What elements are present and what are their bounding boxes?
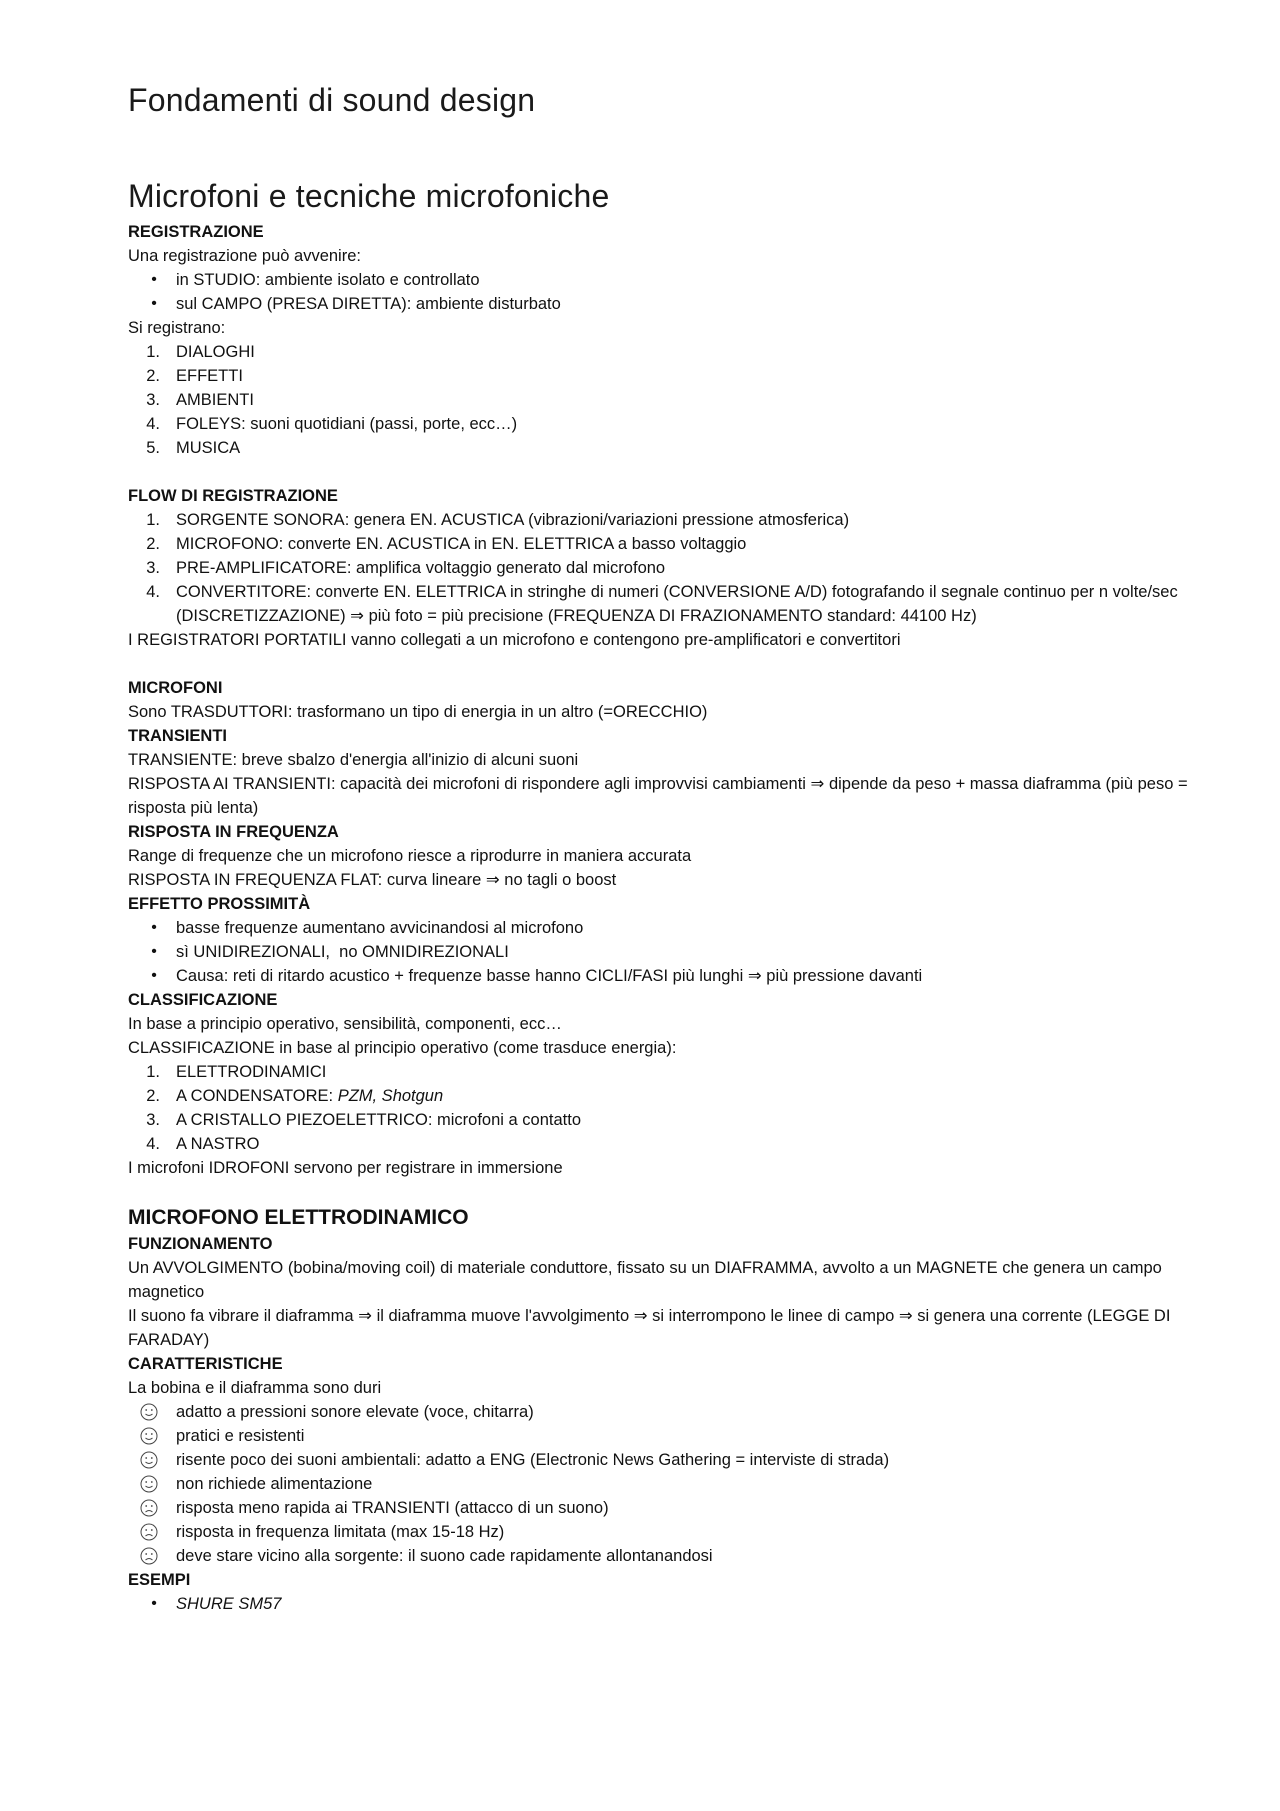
bullet-marker: • [151, 943, 157, 960]
list-item-text: MICROFONO: converte EN. ACUSTICA in EN. ELETTRICA a basso voltaggio [176, 535, 747, 553]
list-item-text: sul CAMPO (PRESA DIRETTA): ambiente disturbato [176, 295, 561, 313]
number-marker: 4. [146, 1135, 160, 1153]
pro-item [128, 1448, 1188, 1472]
paragraph: Range di frequenze che un microfono riesce a riprodurre in maniera accurata [128, 847, 692, 865]
list-item [128, 436, 1188, 460]
paragraph: Una registrazione può avvenire: [128, 247, 361, 265]
list-item [128, 1084, 1188, 1108]
heading-flow: FLOW DI REGISTRAZIONE [128, 487, 338, 505]
list-item [128, 508, 1188, 532]
frown-icon [140, 1499, 158, 1517]
number-marker: 1. [146, 1063, 160, 1081]
list-item-text: non richiede alimentazione [176, 1475, 373, 1493]
bullet-marker: • [151, 919, 157, 936]
spacer [128, 460, 1188, 484]
list-item-text: pratici e resistenti [176, 1427, 305, 1445]
smiley-icon [140, 1475, 158, 1493]
con-item [128, 1496, 1188, 1520]
list-item-text: risposta meno rapida ai TRANSIENTI (attacco di un suono) [176, 1499, 609, 1517]
list-item-italic-text: PZM, Shotgun [337, 1087, 444, 1105]
heading-registrazione: REGISTRAZIONE [128, 223, 264, 241]
list-item-text: CONVERTITORE: converte EN. ELETTRICA in stringhe di numeri (CONVERSIONE A/D) fotografando il segnale continuo per n volte/sec (DISCRETIZZAZIONE) ⇒ più foto = più precisione (FREQUENZA DI FRAZIONAMENTO standard: 44100 Hz) [176, 583, 1178, 625]
list-item [128, 556, 1188, 580]
paragraph: RISPOSTA AI TRANSIENTI: capacità dei microfoni di rispondere agli improvvisi cambiamenti ⇒ dipende da peso + massa diaframma (più peso = risposta più lenta) [128, 775, 1188, 817]
pros-cons-list [128, 1400, 1188, 1568]
list-item-text: ELETTRODINAMICI [176, 1063, 327, 1081]
list-item-text: sì UNIDIREZIONALI, no OMNIDIREZIONALI [176, 943, 509, 961]
paragraph: Si registrano: [128, 319, 226, 337]
frown-icon [140, 1523, 158, 1541]
heading-microfoni: MICROFONI [128, 679, 223, 697]
list-item-text: A CONDENSATORE: [176, 1087, 338, 1105]
list-item [128, 340, 1188, 364]
bullet-list [128, 916, 1188, 988]
paragraph: Un AVVOLGIMENTO (bobina/moving coil) di materiale conduttore, fissato su un DIAFRAMMA, avvolto a un MAGNETE che genera un campo magnetico [128, 1259, 1162, 1301]
paragraph: I REGISTRATORI PORTATILI vanno collegati a un microfono e contengono pre-amplificatori e convertitori [128, 631, 901, 649]
paragraph: In base a principio operativo, sensibilità, componenti, ecc… [128, 1015, 562, 1033]
number-marker: 4. [146, 415, 160, 433]
heading-risposta-frequenza: RISPOSTA IN FREQUENZA [128, 823, 339, 841]
number-marker: 3. [146, 1111, 160, 1129]
spacer [128, 652, 1188, 676]
con-item [128, 1520, 1188, 1544]
number-marker: 1. [146, 343, 160, 361]
bullet-marker: • [151, 295, 157, 312]
paragraph: La bobina e il diaframma sono duri [128, 1379, 382, 1397]
list-item-text: deve stare vicino alla sorgente: il suono cade rapidamente allontanandosi [176, 1547, 713, 1565]
list-item [128, 412, 1188, 436]
list-item-text: DIALOGHI [176, 343, 255, 361]
list-item-text: AMBIENTI [176, 391, 254, 409]
list-item [128, 388, 1188, 412]
numbered-list [128, 508, 1188, 628]
numbered-list [128, 340, 1188, 460]
list-item-text: SORGENTE SONORA: genera EN. ACUSTICA (vibrazioni/variazioni pressione atmosferica) [176, 511, 850, 529]
list-item [128, 532, 1188, 556]
pro-item [128, 1400, 1188, 1424]
frown-icon [140, 1547, 158, 1565]
number-marker: 3. [146, 559, 160, 577]
list-item-text: A NASTRO [176, 1135, 260, 1153]
list-item-text: MUSICA [176, 439, 241, 457]
smiley-icon [140, 1451, 158, 1469]
paragraph: RISPOSTA IN FREQUENZA FLAT: curva lineare ⇒ no tagli o boost [128, 871, 617, 889]
list-item-text: in STUDIO: ambiente isolato e controllato [176, 271, 480, 289]
smiley-icon [140, 1427, 158, 1445]
heading-classificazione: CLASSIFICAZIONE [128, 991, 278, 1009]
list-item-text: PRE-AMPLIFICATORE: amplifica voltaggio generato dal microfono [176, 559, 666, 577]
paragraph: I microfoni IDROFONI servono per registrare in immersione [128, 1159, 563, 1177]
number-marker: 3. [146, 391, 160, 409]
heading-microfono-elettrodinamico: MICROFONO ELETTRODINAMICO [128, 1206, 469, 1229]
list-item-text: FOLEYS: suoni quotidiani (passi, porte, ecc…) [176, 415, 518, 433]
paragraph: Il suono fa vibrare il diaframma ⇒ il diaframma muove l'avvolgimento ⇒ si interrompono le linee di campo ⇒ si genera una corrente (LEGGE DI FARADAY) [128, 1307, 1171, 1349]
heading-transienti: TRANSIENTI [128, 727, 227, 745]
bullet-list [128, 268, 1188, 316]
list-item [128, 292, 1188, 316]
bullet-list [128, 1592, 1188, 1616]
list-item [128, 964, 1188, 988]
list-item-italic-text: SHURE SM57 [176, 1595, 282, 1613]
list-item-text: risente poco dei suoni ambientali: adatto a ENG (Electronic News Gathering = interviste di strada) [176, 1451, 890, 1469]
list-item-text: risposta in frequenza limitata (max 15-18 Hz) [176, 1523, 505, 1541]
heading-funzionamento: FUNZIONAMENTO [128, 1235, 273, 1253]
list-item-text: basse frequenze aumentano avvicinandosi al microfono [176, 919, 584, 937]
list-item [128, 916, 1188, 940]
heading-effetto-prossimita: EFFETTO PROSSIMITÀ [128, 895, 311, 913]
bullet-marker: • [151, 967, 157, 984]
number-marker: 1. [146, 511, 160, 529]
number-marker: 2. [146, 535, 160, 553]
number-marker: 5. [146, 439, 160, 457]
list-item [128, 940, 1188, 964]
con-item [128, 1544, 1188, 1568]
document-title: Fondamenti di sound design [128, 82, 536, 118]
list-item-text: EFFETTI [176, 367, 243, 385]
list-item [128, 364, 1188, 388]
list-item [128, 268, 1188, 292]
section-title: Microfoni e tecniche microfoniche [128, 178, 610, 214]
pro-item [128, 1472, 1188, 1496]
list-item-text: adatto a pressioni sonore elevate (voce, chitarra) [176, 1403, 534, 1421]
pro-item [128, 1424, 1188, 1448]
document-page [128, 78, 1188, 1616]
number-marker: 2. [146, 1087, 160, 1105]
number-marker: 2. [146, 367, 160, 385]
list-item [128, 580, 1188, 628]
paragraph: TRANSIENTE: breve sbalzo d'energia all'inizio di alcuni suoni [128, 751, 579, 769]
list-item [128, 1592, 1188, 1616]
bullet-marker: • [151, 271, 157, 288]
heading-esempi: ESEMPI [128, 1571, 191, 1589]
number-marker: 4. [146, 583, 160, 601]
list-item-text: Causa: reti di ritardo acustico + frequenze basse hanno CICLI/FASI più lunghi ⇒ più pressione davanti [176, 967, 923, 985]
bullet-marker: • [151, 1595, 157, 1612]
numbered-list [128, 1060, 1188, 1156]
list-item-text: A CRISTALLO PIEZOELETTRICO: microfoni a contatto [176, 1111, 581, 1129]
heading-caratteristiche: CARATTERISTICHE [128, 1355, 283, 1373]
list-item [128, 1132, 1188, 1156]
smiley-icon [140, 1403, 158, 1421]
paragraph: CLASSIFICAZIONE in base al principio operativo (come trasduce energia): [128, 1039, 677, 1057]
list-item [128, 1060, 1188, 1084]
paragraph: Sono TRASDUTTORI: trasformano un tipo di energia in un altro (=ORECCHIO) [128, 703, 708, 721]
list-item [128, 1108, 1188, 1132]
